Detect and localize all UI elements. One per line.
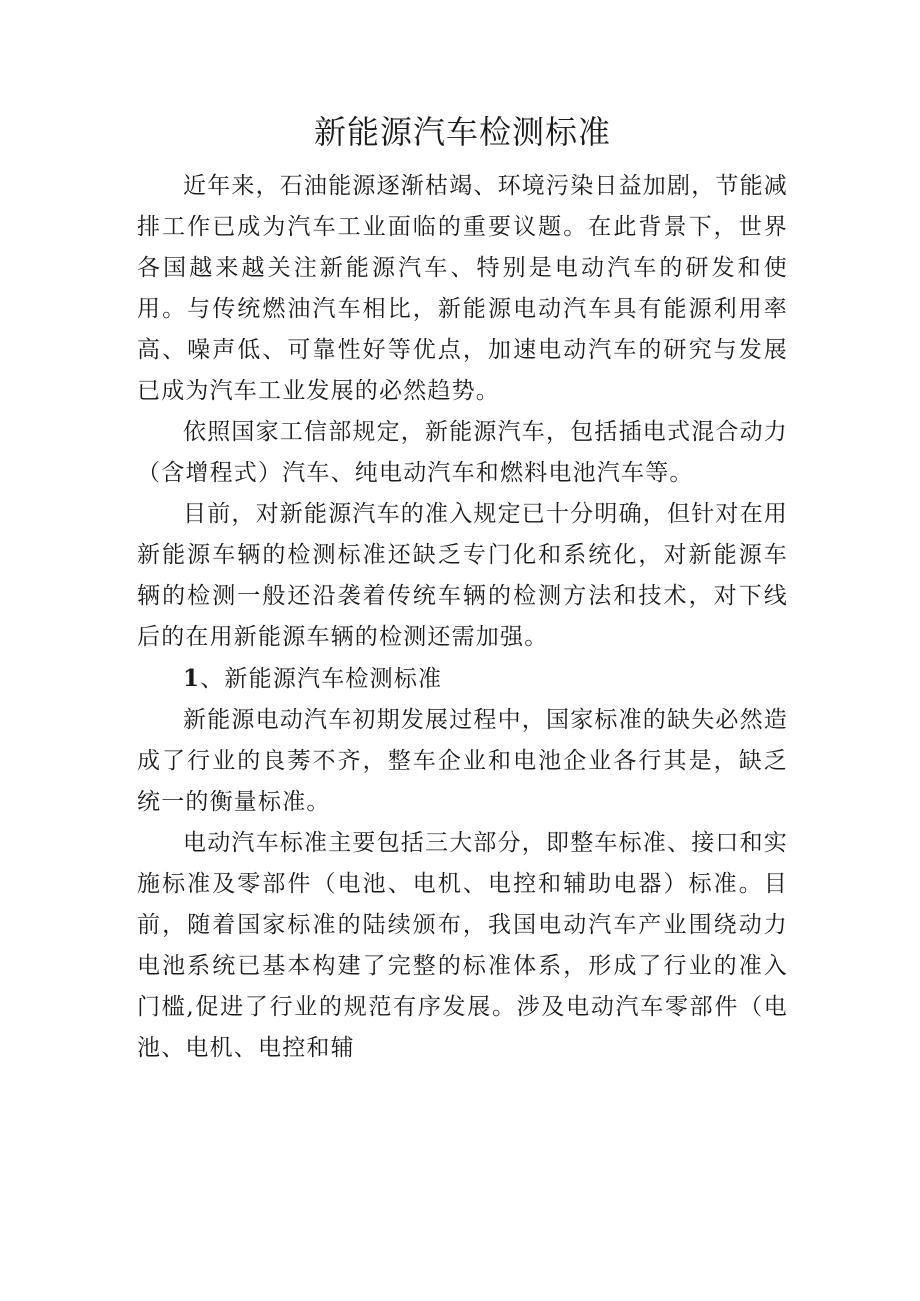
- paragraph-intro: 近年来，石油能源逐渐枯竭、环境污染日益加剧，节能减排工作已成为汽车工业面临的重要议题。在此背景下，世界各国越来越关注新能源汽车、特别是电动汽车的研发和使用。与传统燃油汽车相比，新能源电动汽车具有能源利用率高、噪声低、可靠性好等优点，加速电动汽车的研究与发展已成为汽车工业发展的必然趋势。: [137, 173, 788, 404]
- document-title: 新能源汽车检测标准: [313, 113, 611, 151]
- paragraph-standards-missing: 新能源电动汽车初期发展过程中，国家标准的缺失必然造成了行业的良莠不齐，整车企业和电池企业各行其是，缺乏统一的衡量标准。: [137, 707, 788, 815]
- section-number: 1: [183, 665, 201, 692]
- paragraph-standards-structure: 电动汽车标准主要包括三大部分，即整车标准、接口和实施标准及零部件（电池、电机、电控和辅助电器）标准。目前，随着国家标准的陆续颁布，我国电动汽车产业围绕动力电池系统已基本构建了完整的标准体系，形成了行业的准入门槛,促进了行业的规范有序发展。涉及电动汽车零部件（电池、电机、电控和辅: [137, 830, 788, 1061]
- section-heading-1: [137, 658, 788, 700]
- section-heading-text: 、新能源汽车检测标准: [200, 666, 443, 692]
- paragraph-definition: 依照国家工信部规定，新能源汽车，包括插电式混合动力（含增程式）汽车、纯电动汽车和燃料电池汽车等。: [137, 419, 788, 486]
- paragraph-current-status: 目前，对新能源汽车的准入规定已十分明确，但针对在用新能源车辆的检测标准还缺乏专门化和系统化，对新能源车辆的检测一般还沿袭着传统车辆的检测方法和技术，对下线后的在用新能源车辆的检测还需加强。: [137, 501, 788, 650]
